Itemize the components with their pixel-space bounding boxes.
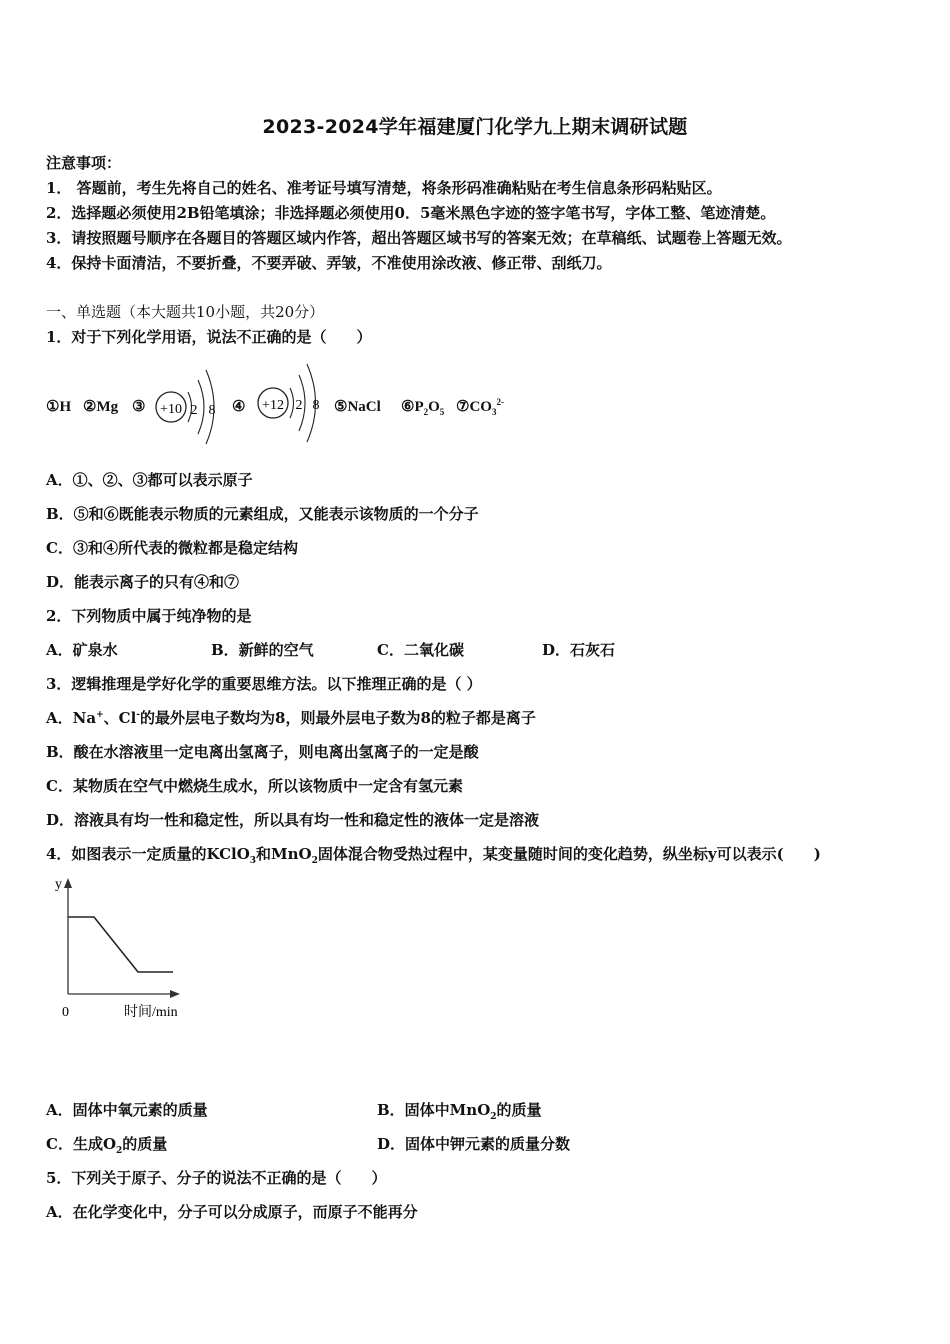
- q5-stem: 5．下列关于原子、分子的说法不正确的是（ ）: [46, 1169, 387, 1187]
- x-axis-label: 时间/min: [124, 1005, 178, 1020]
- x-axis-arrow: [170, 990, 180, 998]
- y-axis-label: y: [55, 877, 62, 892]
- notice-item: 1． 答题前，考生先将自己的姓名、准考证号填写清楚，将条形码准确粘贴在考生信息条形码粘贴区。: [46, 179, 722, 197]
- q2-option-a: A．矿泉水: [46, 641, 118, 659]
- q2-option-d: D．石灰石: [542, 641, 616, 659]
- shell-electron-count: 2: [295, 398, 303, 413]
- q4-option-a: A．固体中氧元素的质量: [46, 1101, 208, 1119]
- page-title: 2023-2024学年福建厦门化学九上期末调研试题: [262, 116, 688, 138]
- shell-arc: [290, 388, 294, 418]
- shell-electron-count: 2: [190, 403, 198, 418]
- symbol-co3: $⑦CO_3^{2-}$: [456, 397, 504, 417]
- q4-option-d: D．固体中钾元素的质量分数: [377, 1135, 571, 1153]
- shell-arc: [198, 380, 204, 434]
- q3-stem: 3．逻辑推理是学好化学的重要思维方法。以下推理正确的是（ ）: [46, 675, 482, 693]
- shell-electron-count: 8: [208, 403, 216, 418]
- section-heading: 一、单选题（本大题共10小题，共20分）: [46, 303, 325, 321]
- q1-option-b: B．⑤和⑥既能表示物质的元素组成，又能表示该物质的一个分子: [46, 505, 479, 523]
- atom-structure-diagram-3: [150, 368, 222, 448]
- notice-item: 4．保持卡面清洁，不要折叠，不要弄破、弄皱，不准使用涂改液、修正带、刮纸刀。: [46, 254, 612, 272]
- notice-item: 3．请按照题号顺序在各题目的答题区域内作答，超出答题区域书写的答案无效；在草稿纸、试题卷上答题无效。: [46, 229, 792, 247]
- notice-heading: 注意事项：: [46, 154, 122, 172]
- q1-option-c: C．③和④所代表的微粒都是稳定结构: [46, 539, 298, 557]
- notice-item: 2．选择题必须使用2B铅笔填涂；非选择题必须使用0．5毫米黑色字迹的签字笔书写，字体工整、笔迹清楚。: [46, 204, 776, 222]
- origin-label: 0: [62, 1005, 69, 1020]
- q1-option-a: A．①、②、③都可以表示原子: [46, 471, 253, 489]
- q4-stem: 4．如图表示一定质量的KClO$_3$和MnO$_2$固体混合物受热过程中，某变量随时间的变化趋势，纵坐标y可以表示( ): [46, 845, 821, 866]
- atom-structure-diagram-4: [253, 362, 325, 444]
- q3-option-d: D．溶液具有均一性和稳定性，所以具有均一性和稳定性的液体一定是溶液: [46, 811, 540, 829]
- q3-option-a: A．Na+、Cl-的最外层电子数均为8，则最外层电子数为8的粒子都是离子: [46, 709, 536, 727]
- q2-option-c: C．二氧化碳: [377, 641, 464, 659]
- nucleus-charge: +10: [160, 402, 182, 417]
- symbol-nacl: ⑤NaCl: [334, 399, 381, 415]
- symbol-mg: ②Mg: [83, 399, 119, 415]
- q1-option-d: D．能表示离子的只有④和⑦: [46, 573, 240, 591]
- q4-graph: [44, 872, 204, 1024]
- symbol-3-label: ③: [132, 399, 146, 415]
- symbol-h: ①H: [46, 399, 72, 415]
- q1-stem: 1．对于下列化学用语，说法不正确的是（ ）: [46, 328, 372, 346]
- q2-stem: 2．下列物质中属于纯净物的是: [46, 607, 252, 625]
- q3-option-c: C．某物质在空气中燃烧生成水，所以该物质中一定含有氢元素: [46, 777, 463, 795]
- shell-electron-count: 8: [312, 398, 320, 413]
- q5-option-a: A．在化学变化中，分子可以分成原子，而原子不能再分: [46, 1203, 418, 1221]
- q3-option-b: B．酸在水溶液里一定电离出氢离子，则电离出氢离子的一定是酸: [46, 743, 479, 761]
- q4-option-b: B．固体中MnO$_2$的质量: [377, 1101, 542, 1122]
- trend-line: [68, 917, 173, 972]
- y-axis-arrow: [64, 878, 72, 888]
- nucleus-charge: +12: [262, 398, 284, 413]
- symbol-4-label: ④: [232, 399, 246, 415]
- q4-option-c: C．生成$O_2$的质量: [46, 1135, 168, 1156]
- symbol-p2o5: $⑥P_2O_5$: [401, 399, 445, 417]
- q2-option-b: B．新鲜的空气: [211, 641, 314, 659]
